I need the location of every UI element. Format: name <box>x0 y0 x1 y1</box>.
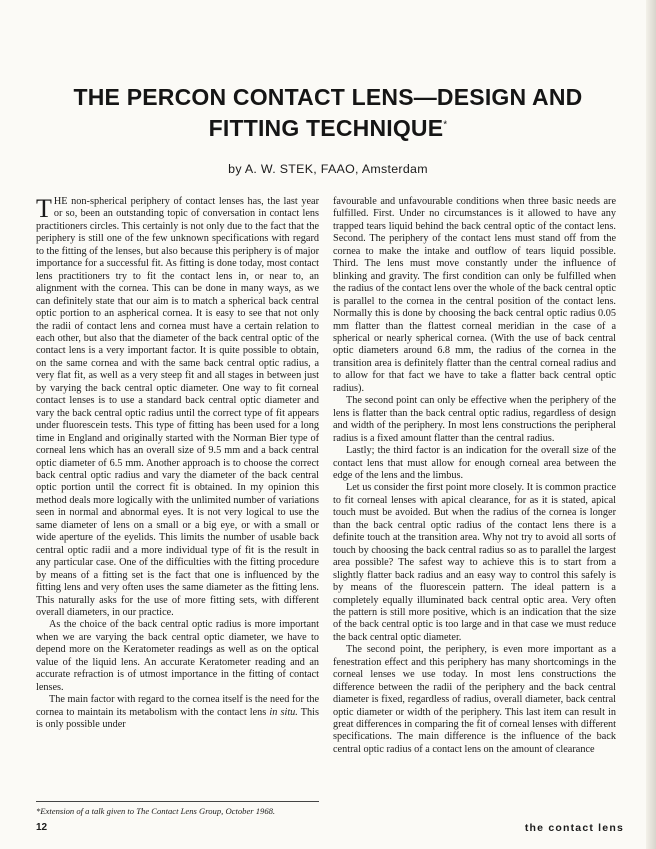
paragraph-text: HE non-spherical periphery of contact lenses has, the last year or so, been an outstanding topic of conversation in contact lens practitioners circles. This certainly is not only due to the fact that the periphery is still one of the few unknown specifications with regard to the fitting of the lenses, but also because this periphery is of major importance for a successful fit. As fitting is done today, most contact lens practitioners try to fit the contact lens in, or near to, an alignment with the cornea. This can be done in many ways, as we can definitely state that our aim is to match a spherical back central optic portion to an aspherical cornea. It is easy to see that not only the radii of contact lens and cornea must have a certain relation to each other, but also that the diameter of the back central optic of the contact lens is a very important factor. It is quite possible to obtain, on the same cornea and with the same back central optic radius, a very flat fit, as well as a very steep fit and all stages in between just by varying the back central optic diameter. One way to fit corneal contact lenses is to use a standard back central optic diameter and vary the back central optic radius until the correct type of fit appears under fluorescein tests. This type of fitting has been used for a long time in England and originally started with the Norman Bier type of corneal lens which has an overall size of 9.5 mm and a back central optic diameter of 6.5 mm. Another approach is to choose the correct back central optic radius and vary the diameter of the back central optic portion until the correct fit is obtained. In my opinion this method deals more logically with the unlimited number of variations seen in normal and abnormal eyes. It is not very logical to use the same diameter of lens on a small or a big eye, or with a small or wide aperture of the eyelids. This limits the number of usable back central optic radii and a more individual type of fit is the result in any particular case. One of the difficulties with the fitting procedure by means of a fitting set is the fact that one is influenced by the fitting lens and very often uses the same diameter as the fitting lens. This naturally asks for the use of more fitting sets, with different overall diameters, in our practice. <box>36 196 319 618</box>
footnote-marker: * <box>443 119 448 131</box>
paragraph-text: The main factor with regard to the cornea itself is the need for the cornea to maintain its metabolism with the contact lens <box>36 694 319 718</box>
footnote-divider <box>36 801 319 802</box>
author-byline: by A. W. STEK, FAAO, Amsterdam <box>228 162 428 176</box>
left-column <box>36 196 319 794</box>
italic-phrase: in situ. <box>269 706 298 718</box>
paragraph <box>36 196 319 619</box>
paragraph: Let us consider the first point more closely. It is common practice to fit corneal lenses with apical clearance, for as it is stated, apical touch must be avoided. But when the radius of the cornea is longer than the back central optic radius of the contact lens there is a definite touch at the transition area. Why not try to avoid all sorts of touch by choosing the back central radius so as to parallel the largest area possible? The safest way to achieve this is to start from a slightly flatter back radius and an easy way to control this safely is by means of the fluorescein pattern. The ideal pattern is a completely equally illuminated back central optic area. Very often the pattern is still more positive, which is an indication that the size of the back central optic is too large and in that case we must reduce the back central optic diameter. <box>333 482 616 643</box>
page-number: 12 <box>36 822 48 833</box>
right-column <box>333 196 616 794</box>
paragraph: Lastly; the third factor is an indication for the overall size of the contact lens that must allow for enough corneal area between the edge of the lens and the limbus. <box>333 445 616 481</box>
paragraph: The second point can only be effective when the periphery of the lens is flatter than the back central optic radius, regardless of design and width of the periphery. In most lens constructions the peripheral radius is a fixed amount flatter than the central radius. <box>333 395 616 444</box>
article-title <box>30 82 626 144</box>
scan-edge-shadow <box>646 0 656 849</box>
article-title-text: THE PERCON CONTACT LENS—DESIGN AND FITTING TECHNIQUE <box>73 84 583 141</box>
paragraph-text: This is only possible under <box>36 706 319 731</box>
paragraph: favourable and unfavourable conditions when three basic needs are fulfilled. First. Under no circumstances is it allowed to have any trapped tears liquid behind the back central optic of the contact lens. Second. The periphery of the contact lens must stand off from the cornea to make the intake and outflow of tears liquid possible. Third. The lens must move constantly under the influence of blinking and gravity. The first condition can only be fulfilled when the radius of the contact lens over the whole of the back central optic is parallel to the cornea in the central position of the contact lens. Normally this is done by choosing the back central optic radius 0.05 mm flatter than the flattest corneal meridian in the case of a spherical or nearly spherical cornea. (With the use of back central optic diameters around 6.8 mm, the radius of the cornea in the transition area is definitely flatter than the central corneal radius and to allow for that fact we have to take a flatter back central optic radius). <box>333 196 616 394</box>
footnote: *Extension of a talk given to The Contact Lens Group, October 1968. <box>36 806 276 816</box>
drop-cap: T <box>36 196 52 223</box>
paragraph <box>36 694 319 731</box>
journal-name: the contact lens <box>524 822 624 834</box>
paragraph: The second point, the periphery, is even more important as a fenestration effect and this periphery has many shortcomings in the corneal lenses we use today. In most lens constructions the difference between the radii of the periphery and the back central diameter is fixed, regardless of radius, overall diameter, back central optic diameter or width of the periphery. This last item can result in great differences in comparing the fit of corneal lenses with different specifications. The main difference is the influence of the back central optic radius of a contact lens on the amount of clearance <box>333 644 616 755</box>
paragraph: As the choice of the back central optic radius is more important when we are varying the back central optic diameter, we have to depend more on the Keratometer readings as well as on the optical value of the liquid lens. An accurate Keratometer reading and an accurate refraction is of utmost importance in the fitting of contact lenses. <box>36 619 319 693</box>
